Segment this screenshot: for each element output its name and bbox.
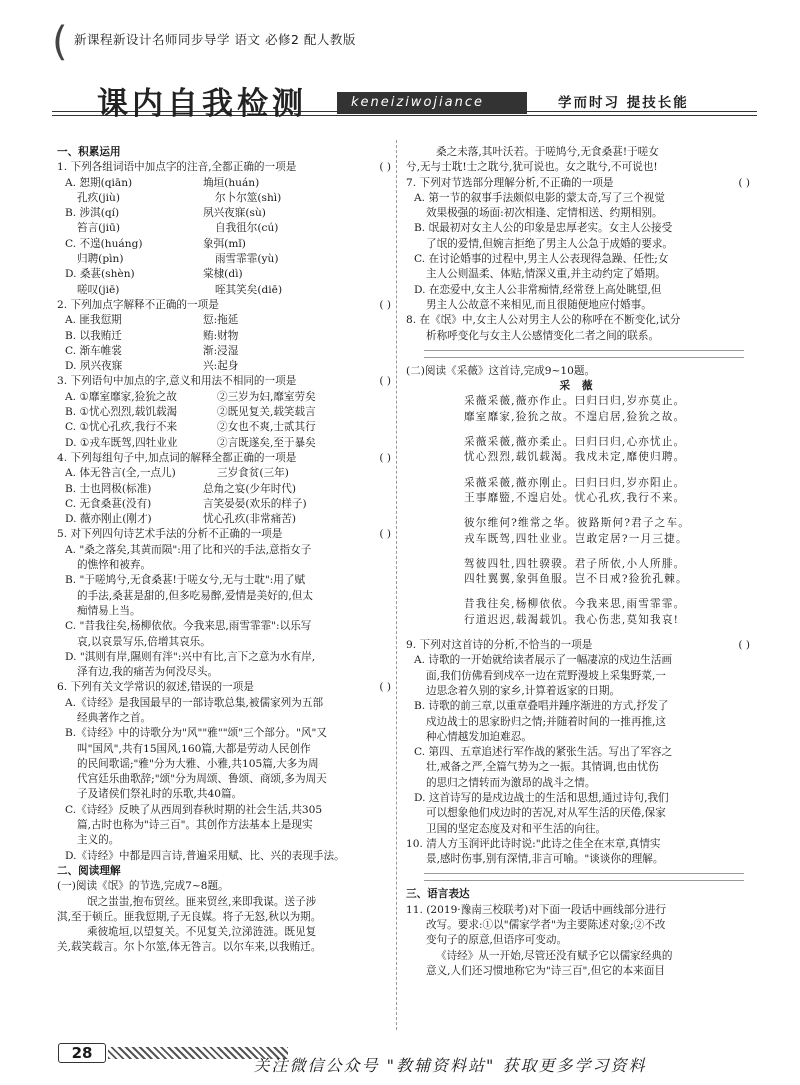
text-line xyxy=(57,298,391,313)
line-text: 痴情易上当。 xyxy=(77,604,141,617)
option-text: 兴:起身 xyxy=(203,360,239,373)
text-line xyxy=(406,903,750,918)
line-text: 兮,无与士耽!士之耽兮,犹可说也。女之耽兮,不可说也! xyxy=(406,161,658,174)
text-line xyxy=(57,512,391,527)
option-text: 埆垣(huán) xyxy=(203,176,260,189)
text-line xyxy=(57,879,391,894)
answer-bracket: ( ) xyxy=(738,639,750,652)
line-text: 一、积累运用 xyxy=(57,146,121,158)
text-line xyxy=(57,726,391,741)
text-line xyxy=(57,895,391,910)
text-line xyxy=(57,757,391,772)
option-text: ②三岁为妇,靡室劳矣 xyxy=(217,390,316,403)
line-text: 的手法,桑葚是甜的,但多吃易醉,爱情是美好的,但太 xyxy=(77,589,313,602)
line-text: 子及诸侯们祭礼时的乐歌,共40篇。 xyxy=(77,788,243,801)
text-line xyxy=(406,918,750,933)
line-text: 5. 对下列四句诗艺术手法的分析不正确的一项是 xyxy=(57,528,283,541)
section-heading xyxy=(406,887,750,902)
page-number: 28 xyxy=(58,1043,106,1063)
option-text: D. ①戎车既驾,四牡业业 xyxy=(65,436,178,449)
line-text: D. "淇则有岸,隰则有泮":兴中有比,言下之意为水有岸, xyxy=(65,650,316,663)
option-text: 棠棣(dì) xyxy=(203,268,243,281)
line-text: A. 第一节的叙事手法颇似电影的蒙太奇,写了三个视觉 xyxy=(414,191,665,204)
text-line xyxy=(57,405,391,420)
option-text: 忧心孔疚(非常痛苦) xyxy=(203,513,297,526)
poem-line: 忧心烈烈,载饥载渴。我戍未定,靡使归聘。 xyxy=(464,451,686,464)
line-text: 男主人公故意不来相见,而且很随便地应付婚事。 xyxy=(426,298,652,311)
page-number-block xyxy=(58,1043,118,1065)
text-line xyxy=(406,252,750,267)
poem-line: 王事靡盬,不遑启处。忧心孔疚,我行不来。 xyxy=(464,491,686,504)
option-text: 嗟叹(jiē) xyxy=(77,283,120,296)
line-text: 4. 下列每组句子中,加点词的解释全都正确的一项是 xyxy=(57,451,297,464)
line-text: 泽有边,我的痛苦为何没尽头。 xyxy=(77,666,219,679)
text-line xyxy=(406,364,750,379)
line-text: 11. (2019·豫南三校联考)对下面一段话中画线部分进行 xyxy=(406,903,667,916)
text-line xyxy=(57,466,391,481)
text-line xyxy=(57,742,391,757)
line-text: D. 在恋爱中,女主人公非常痴情,经常登上高处眺望,但 xyxy=(414,283,662,296)
poem-line: 采薇采薇,薇亦作止。曰归曰归,岁亦莫止。 xyxy=(464,395,686,408)
text-line xyxy=(57,344,391,359)
line-text: (一)阅读《氓》的节选,完成7~8题。 xyxy=(57,880,229,893)
banner-title: 课内自我检测 xyxy=(97,86,307,122)
option-text: B. 士也罔极(标准) xyxy=(65,482,152,495)
line-text: 二、阅读理解 xyxy=(57,864,121,877)
text-line xyxy=(57,283,391,298)
text-line xyxy=(57,910,391,925)
banner-pinyin: keneiziwojiance xyxy=(337,92,527,114)
text-line xyxy=(57,619,391,634)
line-text: 景,感时伤事,别有深情,非言可喻。"谈谈你的理解。 xyxy=(426,853,664,866)
text-line xyxy=(57,589,391,604)
option-text: 愆:拖延 xyxy=(203,314,239,327)
line-text: 3. 下列语句中加点的字,意义和用法不相同的一项是 xyxy=(57,375,297,388)
option-text: 尔卜尔筮(shì) xyxy=(215,191,282,204)
text-line xyxy=(57,650,391,665)
text-line xyxy=(57,221,391,236)
text-line xyxy=(57,390,391,405)
line-text: A. "桑之落矣,其黄而陨":用了比和兴的手法,意指女子 xyxy=(65,543,312,556)
line-text: 改写。要求:①以"儒家学者"为主要陈述对象;②不改 xyxy=(426,919,666,932)
text-line xyxy=(57,696,391,711)
section-heading xyxy=(57,145,391,160)
line-text: 的憔悴和被弃。 xyxy=(77,559,152,572)
text-line xyxy=(406,221,750,236)
text-line xyxy=(406,669,750,684)
option-text: 孔疚(jiù) xyxy=(77,191,120,204)
text-line xyxy=(57,252,391,267)
option-text: 总角之宴(少年时代) xyxy=(203,482,297,495)
line-text: 6. 下列有关文学常识的叙述,错误的一项是 xyxy=(57,681,254,694)
option-text: D. 薇亦刚止(刚才) xyxy=(65,513,152,526)
option-text: C. 渐车帷裳 xyxy=(65,344,122,357)
text-line xyxy=(57,711,391,726)
answer-line xyxy=(424,350,744,351)
text-line xyxy=(406,964,750,979)
line-text: C. "昔我往矣,杨柳依依。今我来思,雨雪霏霏":以乐写 xyxy=(65,620,312,633)
option-text: 咥其笑矣(diē) xyxy=(215,283,283,296)
text-line xyxy=(57,329,391,344)
option-text: 自我徂尔(cú) xyxy=(215,222,279,235)
text-line xyxy=(406,745,750,760)
answer-bracket: ( ) xyxy=(379,375,391,388)
section-heading xyxy=(57,864,391,879)
stanza-gap xyxy=(406,425,750,435)
option-text: 贿:财物 xyxy=(203,329,239,342)
text-line xyxy=(57,436,391,451)
text-line xyxy=(406,806,750,821)
line-text: 8. 在《氓》中,女主人公对男主人公的称呼在不断变化,试分 xyxy=(406,314,681,327)
line-text: 乘彼垝垣,以望复关。不见复关,泣涕涟涟。既见复 xyxy=(87,926,317,939)
poem-title: 采 薇 xyxy=(559,380,597,393)
poem-line: 四牡翼翼,象弭鱼服。岂不日戒?猃狁孔棘。 xyxy=(464,573,688,586)
line-text: 壮,戒备之严,全篇气势为之一振。其情调,也由忧伤 xyxy=(426,761,659,774)
answer-line xyxy=(424,873,744,874)
answer-bracket: ( ) xyxy=(379,451,391,464)
option-text: 夙兴夜寐(sù) xyxy=(203,207,266,220)
text-line xyxy=(406,145,750,160)
text-line xyxy=(57,191,391,206)
answer-line xyxy=(424,357,744,358)
text-line xyxy=(57,833,391,848)
line-text: 9. 下列对这首诗的分析,不恰当的一项是 xyxy=(406,639,593,652)
line-text: 关,载笑载言。尔卜尔筮,体无咎言。以尔车来,以我贿迁。 xyxy=(57,941,322,954)
line-text: 代宫廷乐曲歌辞;"颂"分为周颂、鲁颂、商颂,多为周天 xyxy=(77,773,327,786)
option-text: A. 匪我愆期 xyxy=(65,314,122,327)
footer-note: 关注微信公众号 "教辅资料站" 获取更多学习资料 xyxy=(253,1056,647,1075)
page-header xyxy=(52,19,752,65)
text-line xyxy=(406,791,750,806)
line-text: B. "于嗟鸠兮,无食桑葚!于嗟女兮,无与士耽":用了赋 xyxy=(65,574,306,587)
section-banner xyxy=(52,84,757,128)
text-line xyxy=(57,772,391,787)
option-text: 归聘(pìn) xyxy=(77,253,124,266)
text-line xyxy=(406,176,750,191)
text-line xyxy=(406,206,750,221)
text-line xyxy=(57,237,391,252)
line-text: D.《诗经》中都是四言诗,普遍采用赋、比、兴的表现手法。 xyxy=(65,849,345,862)
option-text: C. 不遑(huáng) xyxy=(65,237,143,250)
poem-line: 采薇采薇,薇亦刚止。曰归曰归,岁亦阳止。 xyxy=(464,476,686,489)
option-text: 雨雪霏霏(yù) xyxy=(215,253,279,266)
text-line xyxy=(406,715,750,730)
column-divider xyxy=(396,140,397,1030)
text-line xyxy=(57,359,391,374)
line-text: 可以想象他们戍边时的苦况,对从军生活的厌倦,保家 xyxy=(426,807,666,820)
line-text: 1. 下列各组词语中加点字的注音,全都正确的一项是 xyxy=(57,161,297,174)
option-text: C. ①忧心孔疚,我行不来 xyxy=(65,421,178,434)
stanza-gap xyxy=(406,587,750,597)
line-text: 哀,以哀景写乐,倍增其哀乐。 xyxy=(77,635,211,648)
option-text: 三岁食贫(三年) xyxy=(217,467,289,480)
text-line xyxy=(57,604,391,619)
text-line xyxy=(57,160,391,175)
line-text: 边思念着久别的家乡,计算着返家的日期。 xyxy=(426,684,621,697)
poem-line: 彼尔维何?维常之华。彼路斯何?君子之车。 xyxy=(464,517,691,530)
text-line xyxy=(406,160,750,175)
answer-bracket: ( ) xyxy=(379,298,391,311)
line-text: 主人公则温柔、体贴,情深义重,并主动约定了婚期。 xyxy=(426,268,666,281)
text-line xyxy=(57,787,391,802)
line-text: A. 诗歌的一开始就给读者展示了一幅凄凉的戍边生活画 xyxy=(414,654,673,667)
option-text: 笞言(jiū) xyxy=(77,222,120,235)
text-line xyxy=(57,313,391,328)
line-text: B. 氓最初对女主人公的印象是忠厚老实。女主人公接受 xyxy=(414,222,673,235)
text-line xyxy=(57,206,391,221)
poem-line: 驾彼四牡,四牡骙骙。君子所依,小人所腓。 xyxy=(464,557,686,570)
line-text: 三、语言表达 xyxy=(406,888,470,901)
line-text: 析称呼变化与女主人公感情变化二者之间的联系。 xyxy=(426,329,660,342)
text-line xyxy=(406,852,750,867)
line-text: 叫"国风",共有15国风,160篇,大都是劳动人民创作 xyxy=(77,742,311,755)
text-line xyxy=(406,298,750,313)
option-text: C. 无食桑葚(没有) xyxy=(65,497,152,510)
line-text: 篇,古时也称为"诗三百"。其创作方法基本上是现实 xyxy=(77,819,313,832)
option-text: A. 体无咎言(全,一点儿) xyxy=(65,467,176,480)
answer-bracket: ( ) xyxy=(738,176,750,189)
text-line xyxy=(57,420,391,435)
poem-line: 行道迟迟,载渴载饥。我心伤悲,莫知我哀! xyxy=(464,613,680,626)
line-text: D. 这首诗写的是戍边战士的生活和思想,通过诗句,我们 xyxy=(414,791,669,804)
option-text: B. ①忧心烈烈,载饥载渴 xyxy=(65,406,178,419)
text-line xyxy=(406,191,750,206)
text-line xyxy=(57,527,391,542)
answer-bracket: ( ) xyxy=(379,528,391,541)
text-line xyxy=(57,925,391,940)
text-line xyxy=(57,543,391,558)
poem-line: 戎车既驾,四牡业业。岂敢定居?一月三捷。 xyxy=(464,532,688,545)
stanza-gap xyxy=(406,547,750,557)
option-text: B. 涉淇(qí) xyxy=(65,207,120,220)
line-text: 意义,人们还习惯地称它为"诗三百",但它的本来面目 xyxy=(426,964,665,977)
banner-slogan: 学而时习 提技长能 xyxy=(552,96,695,111)
line-text: A.《诗经》是我国最早的一部诗歌总集,被儒家列为五部 xyxy=(65,696,324,709)
text-line xyxy=(57,451,391,466)
option-text: B. 以我贿迁 xyxy=(65,329,122,342)
answer-line xyxy=(424,880,744,881)
text-line xyxy=(57,818,391,833)
line-text: 10. 清人方玉润评此诗时说:"此诗之佳全在末章,真情实 xyxy=(406,837,661,850)
text-line xyxy=(406,237,750,252)
line-text: 2. 下列加点字解释不正确的一项是 xyxy=(57,298,219,311)
poem-line: 采薇采薇,薇亦柔止。曰归曰归,心亦忧止。 xyxy=(464,436,686,449)
line-text: 种心情越发加迫难忍。 xyxy=(426,730,532,743)
right-column xyxy=(406,145,750,979)
line-text: C. 在讨论婚事的过程中,男主人公表现得急躁、任性;女 xyxy=(414,253,669,266)
answer-bracket: ( ) xyxy=(379,681,391,694)
brace-decoration: ( xyxy=(52,19,68,65)
text-line xyxy=(406,776,750,791)
line-text: 桑之未落,其叶沃若。于嗟鸠兮,无食桑葚!于嗟女 xyxy=(436,146,659,158)
option-text: 言笑晏晏(欢乐的样子) xyxy=(203,497,307,510)
line-text: B.《诗经》中的诗歌分为"风""雅""颂"三个部分。"风"又 xyxy=(65,727,328,740)
text-line xyxy=(57,558,391,573)
text-line xyxy=(406,822,750,837)
text-line xyxy=(406,283,750,298)
line-text: C. 第四、五章追述行军作战的紧张生活。写出了军容之 xyxy=(414,746,673,759)
text-line xyxy=(57,482,391,497)
text-line xyxy=(406,837,750,852)
text-line xyxy=(57,849,391,864)
line-text: 氓之蚩蚩,抱布贸丝。匪来贸丝,来即我谋。送子涉 xyxy=(87,895,317,908)
line-text: 《诗经》从一开始,尽管还没有赋予它以儒家经典的 xyxy=(436,949,673,962)
line-text: 效果极强的场面:初次相逢、定情相送、约期相别。 xyxy=(426,207,663,220)
text-line xyxy=(406,267,750,282)
line-text: 变句子的原意,但语序可变动。 xyxy=(426,934,568,947)
line-text: 卫国的坚定态度及对和平生活的向往。 xyxy=(426,822,607,835)
stanza-gap xyxy=(406,628,750,638)
line-text: 7. 下列对节选部分理解分析,不正确的一项是 xyxy=(406,176,614,189)
text-line xyxy=(57,635,391,650)
line-text: 淇,至于顿丘。匪我愆期,子无良媒。将子无怒,秋以为期。 xyxy=(57,910,322,923)
text-line xyxy=(406,638,750,653)
text-line xyxy=(57,497,391,512)
line-text: C.《诗经》反映了从西周到春秋时期的社会生活,共305 xyxy=(65,803,323,816)
text-line xyxy=(57,374,391,389)
text-line xyxy=(406,684,750,699)
stanza-gap xyxy=(406,506,750,516)
option-text: ②既见复关,载笑载言 xyxy=(217,406,316,419)
text-line xyxy=(57,176,391,191)
line-text: 的民间歌谣;"雅"分为大雅、小雅,共105篇,大多为周 xyxy=(77,757,319,770)
line-text: B. 诗歌的前三章,以重章叠唱并踵序渐进的方式,抒发了 xyxy=(414,700,669,713)
text-line xyxy=(57,803,391,818)
line-text: 戍边战士的思家盼归之情;并随着时间的一推再推,这 xyxy=(426,715,666,728)
header-title: 新课程新设计名师同步导学 语文 必修2 配人教版 xyxy=(74,32,356,47)
text-line xyxy=(406,699,750,714)
option-text: ②言既遂矣,至于暴矣 xyxy=(217,436,316,449)
answer-bracket: ( ) xyxy=(379,161,391,174)
text-line xyxy=(57,267,391,282)
text-line xyxy=(57,573,391,588)
option-text: ②女也不爽,士贰其行 xyxy=(217,421,316,434)
option-text: A. 恕期(qiān) xyxy=(65,176,133,189)
text-line xyxy=(406,329,750,344)
text-line xyxy=(57,680,391,695)
line-text: 主义的。 xyxy=(77,834,120,847)
text-line xyxy=(57,665,391,680)
text-line xyxy=(406,313,750,328)
stanza-gap xyxy=(406,466,750,476)
poem-line: 昔我往矣,杨柳依依。今我来思,雨雪霏霏。 xyxy=(464,598,686,611)
line-text: (二)阅读《采薇》这首诗,完成9~10题。 xyxy=(406,364,596,377)
line-text: 经典著作之首。 xyxy=(77,711,152,724)
option-text: 渐:浸湿 xyxy=(203,344,239,357)
line-text: 面,我们仿佛看到戍卒一边在荒野漫坡上采集野菜,一 xyxy=(426,669,666,682)
poem-line: 靡室靡家,猃狁之故。不遑启居,猃狁之故。 xyxy=(464,410,686,423)
text-line xyxy=(406,653,750,668)
text-line xyxy=(406,949,750,964)
option-text: D. 夙兴夜寐 xyxy=(65,360,123,373)
text-line xyxy=(406,760,750,775)
text-line xyxy=(406,730,750,745)
line-text: 了氓的爱情,但婉言拒绝了男主人公急于成婚的要求。 xyxy=(426,237,674,250)
left-column xyxy=(57,145,391,956)
line-text: 的思归之情转而为激昂的战斗之情。 xyxy=(426,776,596,789)
text-line xyxy=(406,933,750,948)
option-text: 象弭(mǐ) xyxy=(203,237,246,250)
text-line xyxy=(57,940,391,955)
option-text: A. ①靡室靡家,猃狁之故 xyxy=(65,390,177,403)
option-text: D. 桑葚(shèn) xyxy=(65,268,135,281)
